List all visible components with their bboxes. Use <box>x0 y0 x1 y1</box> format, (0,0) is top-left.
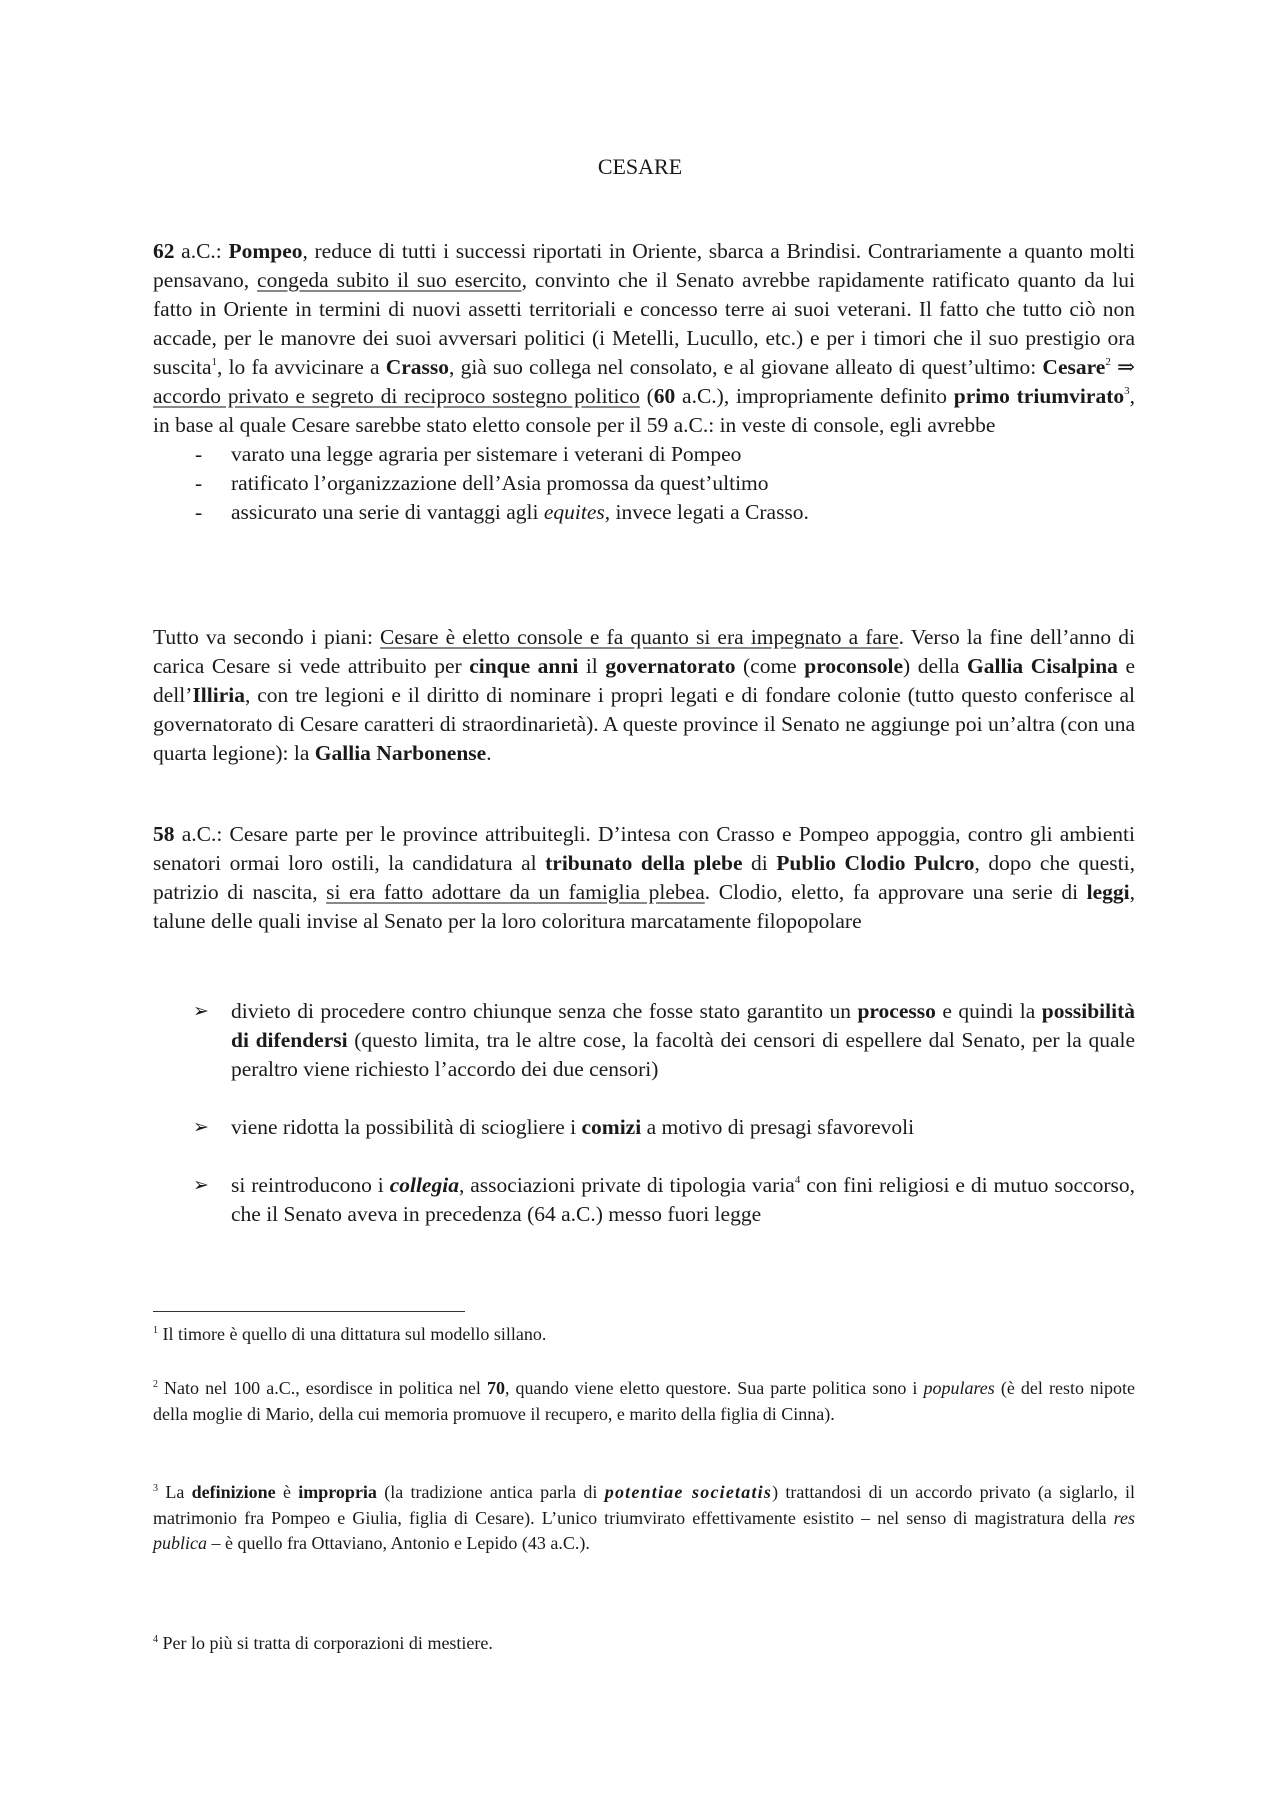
page-title: CESARE <box>597 154 683 179</box>
year-label: 58 <box>153 822 175 846</box>
paragraph-console: Tutto va secondo i piani: Cesare è eletto console e fa quanto si era impegnato a fare. Verso la fine dell’anno di carica Cesare si vede attribuito per cinque anni il governatorato (come proconsole) della Gallia Cisalpina e dell’Illiria, con tre legioni e il diritto di nominare i propri legati e di fondare colonie (tutto questo conferisce al governatorato di Cesare caratteri di straordinarietà). A queste province il Senato ne aggiunge poi un’altra (con una quarta legione): la Gallia Narbonense. <box>153 625 1135 765</box>
year-label: 62 <box>153 239 175 263</box>
list-item: ➢ si reintroducono i collegia, associazioni private di tipologia varia$^4$ con fini religiosi e di mutuo soccorso, che il Senato aveva in precedenza (64 a.C.) messo fuori legge <box>193 1173 1135 1226</box>
bold-term: primo triumvirato <box>953 384 1125 408</box>
dash-bullet-icon: - <box>195 500 203 524</box>
list-item: - ratificato l’organizzazione dell’Asia promossa da quest’ultimo <box>153 469 1135 498</box>
bold-term: Cesare <box>1042 355 1106 379</box>
underlined-phrase: congeda subito il suo esercito <box>257 268 522 292</box>
footnote-ref-3[interactable]: 3 <box>1124 385 1130 397</box>
clodio-laws-list-block <box>153 997 1135 1258</box>
footnote-ref-4[interactable]: 4 <box>794 1174 801 1186</box>
underlined-phrase: Cesare è eletto console e fa quanto si era impegnato a fare <box>380 625 899 649</box>
list-item: ➢ divieto di procedere contro chiunque senza che fosse stato garantito un processo e quindi la possibilità di difendersi (questo limita, tra le altre cose, la facoltà dei censori di espellere dal Senato, per la quale peraltro viene richiesto l’accordo dei due censori) <box>193 999 1136 1081</box>
consul-duties-list <box>153 440 1135 527</box>
bold-term: Pompeo <box>228 239 303 263</box>
footnote-separator <box>153 1311 465 1312</box>
arrow-bullet-icon: ➢ <box>193 1175 209 1196</box>
footnote-3: $^3$ La definizione è impropria (la tradizione antica parla di potentiae societatis) trattandosi di un accordo privato (a siglarlo, il matrimonio fra Pompeo e Giulia, figlia di Cesare). L’unico triumvirato effettivamente esistito – nel senso di magistratura della res publica – è quello fra Ottaviano, Antonio e Lepido (43 a.C.). <box>153 1482 1136 1553</box>
bold-term: Crasso <box>385 355 450 379</box>
footnote-4: $^4$ Per lo più si tratta di corporazioni di mestiere. <box>153 1633 493 1653</box>
section-58-ac <box>153 820 1135 936</box>
dash-bullet-icon: - <box>195 471 203 495</box>
underlined-phrase: si era fatto adottare da un famiglia plebea <box>326 880 705 904</box>
footnote-2: $^2$ Nato nel 100 a.C., esordisce in politica nel 70, quando viene eletto questore. Sua parte politica sono i populares (è del resto nipote della moglie di Mario, della cui memoria promuove il recupero, e marito della figlia di Cinna). <box>153 1378 1136 1424</box>
arrow-bullet-icon: ➢ <box>193 1001 209 1022</box>
clodio-laws-list <box>153 997 1135 1229</box>
list-item: ➢ viene ridotta la possibilità di sciogliere i comizi a motivo di presagi sfavorevoli <box>153 1113 1135 1142</box>
arrow-bullet-icon: ➢ <box>193 1117 209 1138</box>
dash-bullet-icon: - <box>195 442 203 466</box>
list-item: - assicurato una serie di vantaggi agli equites, invece legati a Crasso. <box>153 498 1135 527</box>
underlined-phrase: accordo privato e segreto di reciproco sostegno politico <box>153 384 640 408</box>
implies-arrow-icon: ⇒ <box>1110 355 1135 379</box>
footnote-ref-2[interactable]: 2 <box>1105 356 1111 368</box>
footnote-ref-1[interactable]: 1 <box>211 356 218 368</box>
section-62-ac <box>153 237 1135 527</box>
section-consolato <box>153 623 1135 768</box>
list-item: - varato una legge agraria per sistemare i veterani di Pompeo <box>153 440 1135 469</box>
paragraph-pompeo: 62 a.C.: Pompeo, reduce di tutti i successi riportati in Oriente, sbarca a Brindisi. Contrariamente a quanto molti pensavano, congeda subito il suo esercito, convinto che il Senato avrebbe rapidamente ratificato quanto da lui fatto in Oriente in termini di nuovi assetti territoriali e concesso terre ai suoi veterani. Il fatto che tutto ciò non accade, per le manovre dei suoi avversari politici (i Metelli, Lucullo, etc.) e per i timori che il suo prestigio ora suscita$^1$, lo fa avvicinare a Crasso, già suo collega nel consolato, e al giovane alleato di quest’ultimo: Cesare$^2$ ⇒ accordo privato e segreto di reciproco sostegno politico (60 a.C.), impropriamente definito primo triumvirato$^3$, in base al quale Cesare sarebbe stato eletto console per il 59 a.C.: in veste di console, egli avrebbe <box>153 239 1135 437</box>
paragraph-clodio: 58 a.C.: Cesare parte per le province attribuitegli. D’intesa con Crasso e Pompeo appoggia, contro gli ambienti senatori ormai loro ostili, la candidatura al tribunato della plebe di Publio Clodio Pulcro, dopo che questi, patrizio di nascita, si era fatto adottare da un famiglia plebea. Clodio, eletto, fa approvare una serie di leggi, talune delle quali invise al Senato per la loro coloritura marcatamente filopopolare <box>153 822 1135 933</box>
footnote-1: $^1$ Il timore è quello di una dittatura sul modello sillano. <box>153 1324 547 1344</box>
